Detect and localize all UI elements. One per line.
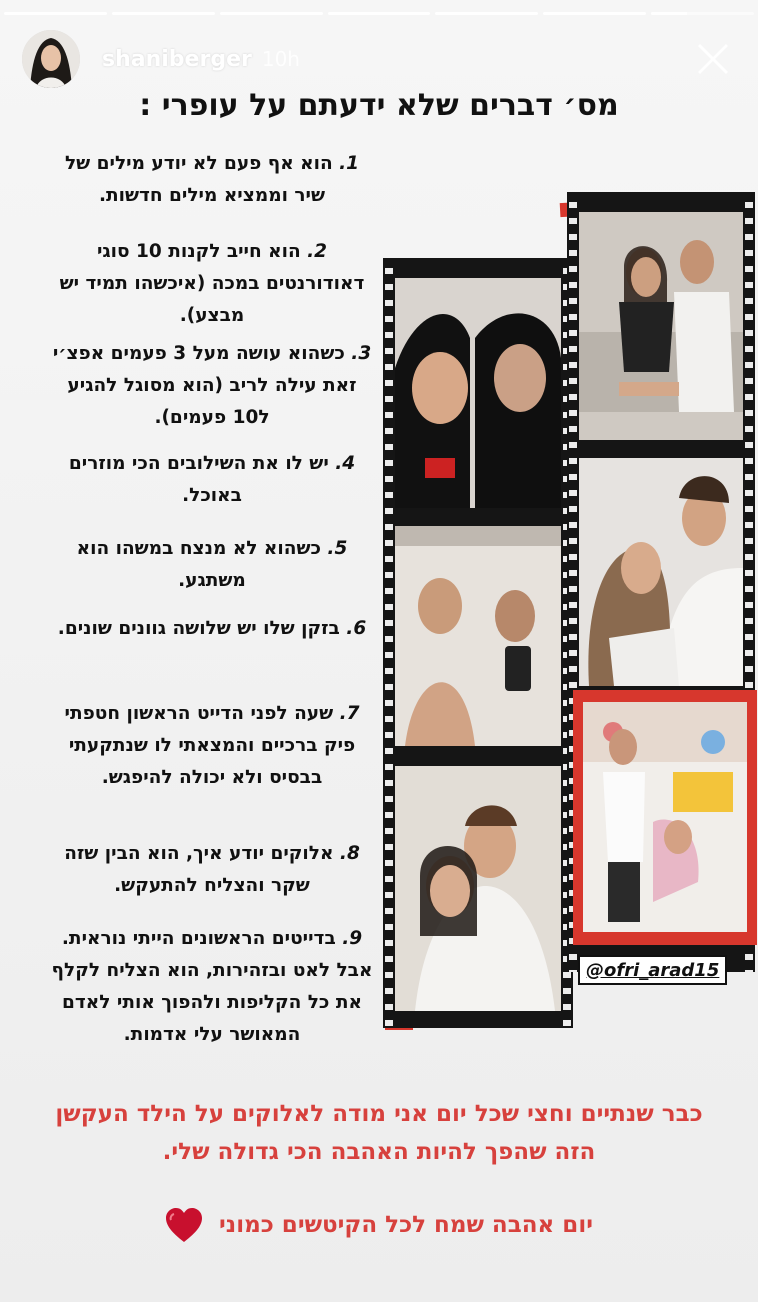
mention-tag[interactable]: @ofri_arad15 bbox=[578, 955, 727, 985]
post-time: 10h bbox=[261, 47, 300, 71]
story-progress-segment bbox=[112, 12, 215, 15]
photo-frame-red bbox=[573, 690, 757, 945]
fact-number: 3. bbox=[351, 343, 372, 364]
film-strip-left bbox=[383, 258, 573, 1028]
closing-line-1: כבר שנתיים וחצי שכל יום אני מודה לאלוקים על הילד העקשן bbox=[55, 1101, 703, 1127]
fact-number: 9. bbox=[342, 928, 363, 949]
fact-number: 4. bbox=[335, 453, 356, 474]
photo-couple-hug bbox=[395, 766, 561, 1011]
closing-line-2: הזה שהפך להיות האהבה הכי גדולה שלי. bbox=[162, 1139, 596, 1165]
fact-item bbox=[47, 236, 377, 332]
fact-item bbox=[47, 838, 377, 902]
fact-number: 2. bbox=[307, 241, 328, 262]
fact-item bbox=[47, 698, 377, 794]
story-progress-segment bbox=[4, 12, 107, 15]
fact-number: 5. bbox=[327, 538, 348, 559]
fact-item bbox=[47, 533, 377, 597]
fact-text: כשהוא לא מנצח במשהו הוא משתגע. bbox=[76, 538, 321, 591]
story-progress-segment bbox=[543, 12, 646, 15]
fact-number: 7. bbox=[339, 703, 360, 724]
fact-item bbox=[47, 448, 377, 512]
photo-couple-sofa bbox=[579, 212, 743, 440]
fact-text: יש לו את השילובים הכי מוזרים באוכל. bbox=[68, 453, 329, 506]
fact-text: הוא אף פעם לא יודע מילים של שיר וממציא מילים חדשות. bbox=[64, 153, 333, 206]
username[interactable]: shaniberger bbox=[102, 46, 252, 72]
fact-text: כשהוא עושה מעל 3 פעמים אפצ׳י זאת עילה לריב (הוא מסוגל להגיע ל10 פעמים). bbox=[52, 343, 357, 428]
fact-item bbox=[47, 148, 377, 212]
page-title: מס׳ דברים שלא ידעתם על עופרי : bbox=[139, 88, 619, 123]
close-icon bbox=[696, 42, 730, 76]
close-button[interactable] bbox=[690, 36, 736, 82]
fact-number: 6. bbox=[346, 618, 367, 639]
closing-message bbox=[0, 1095, 758, 1171]
photo-couple-hoodies bbox=[395, 278, 561, 508]
fact-text: בדייטים הראשונים הייתי נוראית. אבל לאט ובזהירות, הוא הצליח לקלף את כל הקליפות ולהפוך אותי לאדם המאושר עלי אדמות. bbox=[51, 928, 373, 1045]
story-progress-segment bbox=[435, 12, 538, 15]
fact-number: 1. bbox=[339, 153, 360, 174]
fact-text: שעה לפני הדייט הראשון חטפתי פיק ברכיים והמצאתי לו שנתקעתי בבסיס ולא יכולה להיפגש. bbox=[64, 703, 356, 788]
story-progress-bar bbox=[4, 12, 754, 15]
valentine-text: יום אהבה שמח לכל הקיטשים כמוני bbox=[219, 1212, 593, 1238]
fact-item bbox=[47, 613, 377, 645]
photo-selfie-mirror bbox=[395, 526, 561, 746]
fact-text: בזקן שלו יש שלושה גוונים שונים. bbox=[57, 618, 340, 639]
story-progress-segment bbox=[328, 12, 431, 15]
fact-text: הוא חייב לקנות 10 סוגי דאודורנטים במכה (איכשהו תמיד יש מבצע). bbox=[59, 241, 365, 326]
heart-icon bbox=[165, 1208, 203, 1244]
valentine-greeting bbox=[0, 1205, 758, 1245]
photo-couple-kiss bbox=[579, 458, 743, 686]
fact-item bbox=[47, 923, 377, 1051]
story-progress-segment bbox=[651, 12, 754, 15]
avatar[interactable] bbox=[22, 30, 80, 88]
fact-number: 8. bbox=[339, 843, 360, 864]
story-header bbox=[22, 28, 736, 90]
fact-text: אלוקים יודע איך, הוא הבין שזה שקר והצליח להתעקש. bbox=[64, 843, 334, 896]
photo-couple-painted-wall bbox=[583, 702, 747, 932]
fact-item bbox=[47, 338, 377, 434]
story-progress-segment bbox=[220, 12, 323, 15]
